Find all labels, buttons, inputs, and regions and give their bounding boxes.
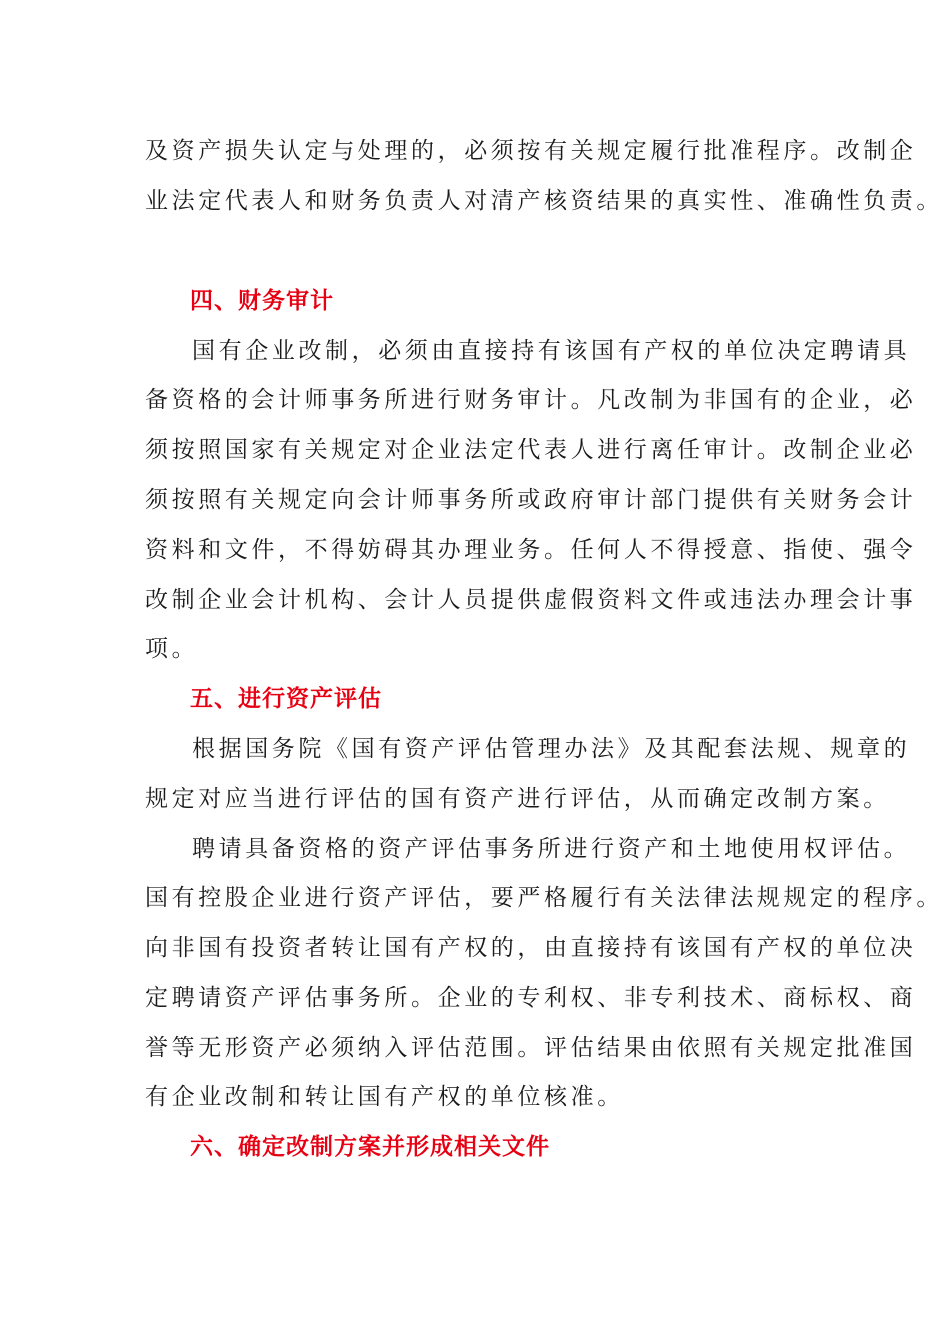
paragraph-line: 项。 (145, 636, 199, 662)
paragraph-line: 备资格的会计师事务所进行财务审计。凡改制为非国有的企业，必 (145, 387, 917, 413)
paragraph-line: 誉等无形资产必须纳入评估范围。评估结果由依照有关规定批准国 (145, 1035, 917, 1061)
paragraph-line: 根据国务院《国有资产评估管理办法》及其配套法规、规章的 (192, 736, 911, 762)
section-heading-6: 六、确定改制方案并形成相关文件 (190, 1133, 550, 1160)
section-heading-4: 四、财务审计 (190, 287, 334, 314)
paragraph-line: 改制企业会计机构、会计人员提供虚假资料文件或违法办理会计事 (145, 587, 917, 613)
paragraph-line: 须按照有关规定向会计师事务所或政府审计部门提供有关财务会计 (145, 487, 917, 513)
paragraph-line: 及资产损失认定与处理的，必须按有关规定履行批准程序。改制企 (145, 138, 917, 164)
paragraph-line: 须按照国家有关规定对企业法定代表人进行离任审计。改制企业必 (145, 437, 917, 463)
paragraph-line: 资料和文件，不得妨碍其办理业务。任何人不得授意、指使、强令 (145, 537, 917, 563)
paragraph-line: 向非国有投资者转让国有产权的，由直接持有该国有产权的单位决 (145, 935, 917, 961)
paragraph-line: 国有企业改制，必须由直接持有该国有产权的单位决定聘请具 (192, 338, 911, 364)
paragraph-line: 规定对应当进行评估的国有资产进行评估，从而确定改制方案。 (145, 786, 890, 812)
paragraph-line: 业法定代表人和财务负责人对清产核资结果的真实性、准确性负责。 (145, 188, 943, 214)
paragraph-line: 有企业改制和转让国有产权的单位核准。 (145, 1084, 624, 1110)
paragraph-line: 国有控股企业进行资产评估，要严格履行有关法律法规规定的程序。 (145, 885, 943, 911)
paragraph-line: 定聘请资产评估事务所。企业的专利权、非专利技术、商标权、商 (145, 985, 917, 1011)
paragraph-line: 聘请具备资格的资产评估事务所进行资产和土地使用权评估。 (192, 836, 911, 862)
section-heading-5: 五、进行资产评估 (190, 685, 382, 712)
